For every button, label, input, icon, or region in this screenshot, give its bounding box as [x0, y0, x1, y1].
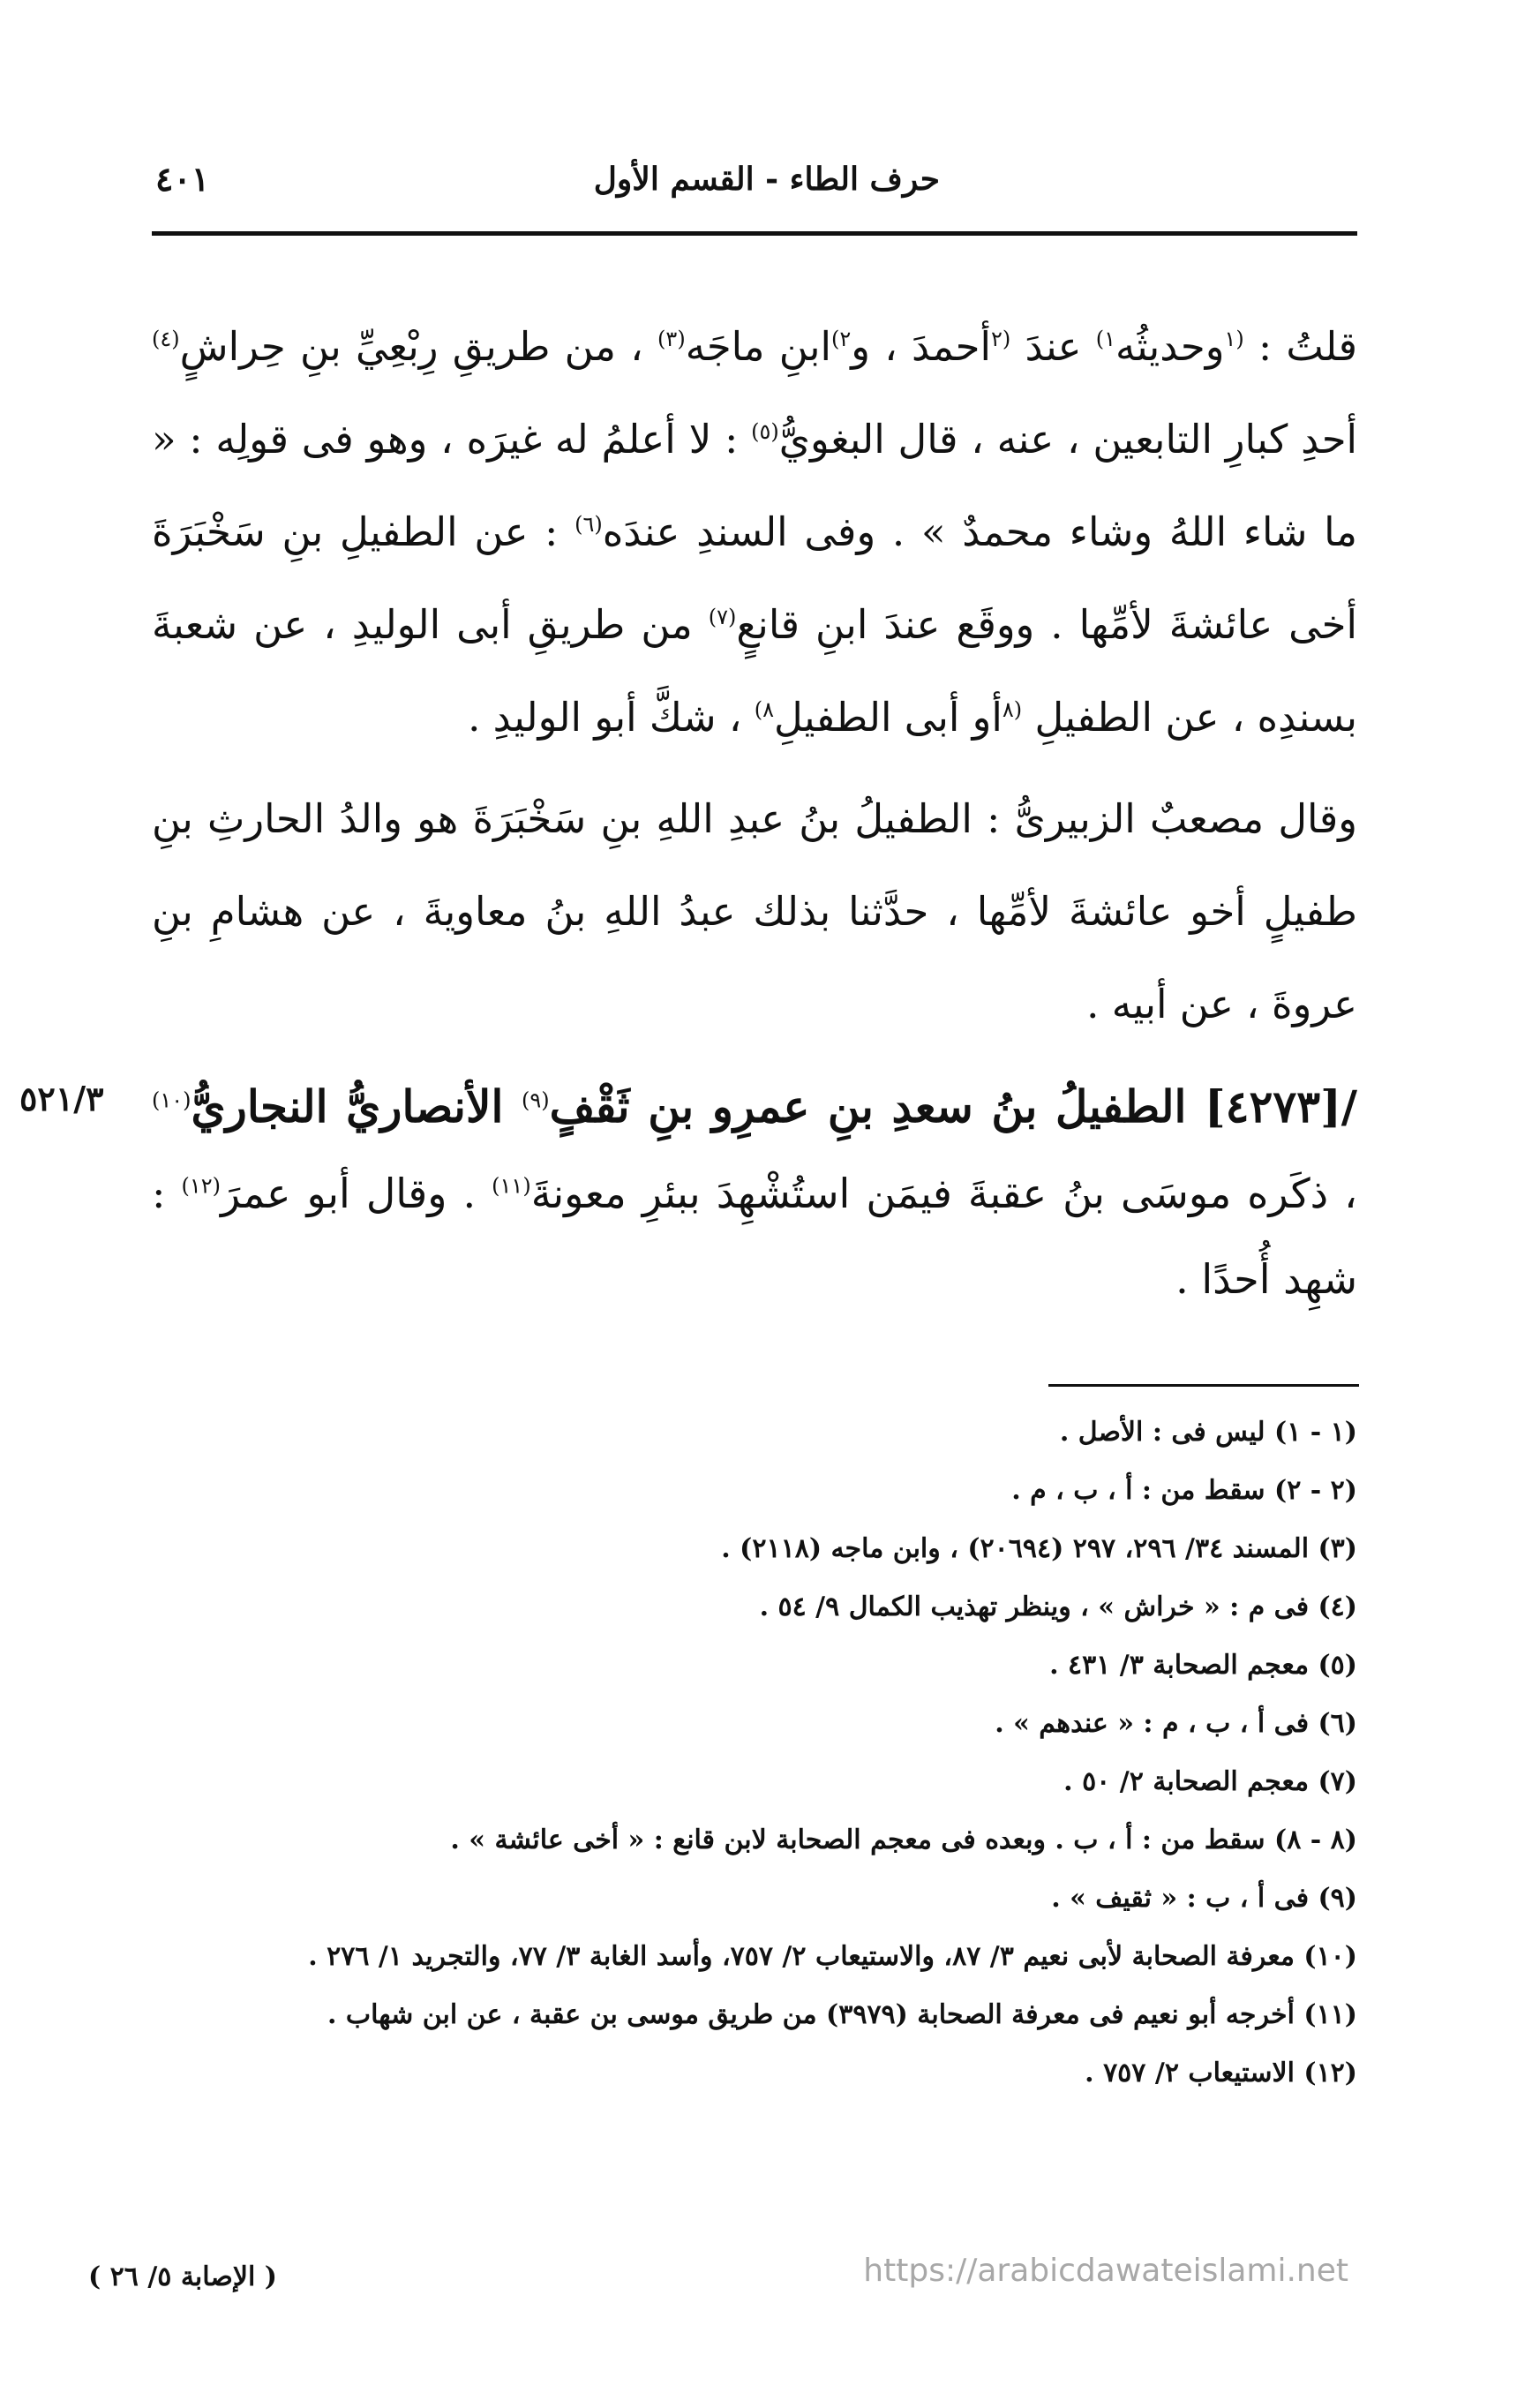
footnote: (٤) فى م : « خراش » ، وينظر تهذيب الكمال ٩/ ٥٤ .: [759, 1592, 1357, 1622]
footnote-marker: (٨: [1002, 697, 1023, 722]
footnote-marker: ٨): [754, 697, 774, 722]
footnote: (٢ - ٢) سقط من : أ ، ب ، م .: [1011, 1475, 1357, 1506]
text-run: أحمدَ ، و: [851, 323, 991, 370]
footnote-marker: (٢: [990, 327, 1011, 351]
margin-reference: ٥٢١/٣: [19, 1079, 104, 1118]
footnote: (٩) فى أ ، ب : « ثقيف » .: [1051, 1883, 1357, 1914]
text-run: ، من طريقِ رِبْعِيِّ بنِ حِراشٍ: [179, 323, 658, 370]
footnote-marker: ٢): [830, 327, 852, 351]
footnote-marker: (١١): [492, 1173, 531, 1199]
text-run: من طريقِ أبى الوليدِ ، عن شعبةَ بسندِه ، عن الطفيلِ: [152, 601, 1357, 741]
footnote: (١١) أخرجه أبو نعيم فى معرفة الصحابة (٣٩٧٩) من طريق موسى بن عقبة ، عن ابن شهاب .: [327, 1999, 1357, 2030]
text-run: عندَ: [1010, 323, 1096, 370]
paragraph-2: وقال مصعبٌ الزبيرىُّ : الطفيلُ بنُ عبدِ اللهِ بنِ سَخْبَرَةَ هو والدُ الحارثِ بنِ طفيلٍ أخو عائشةَ لأمِّها ، حدَّثنا بذلك عبدُ اللهِ بنُ معاويةَ ، عن هشامِ بنِ عروةَ ، عن أبيه .: [152, 795, 1357, 1027]
footnotes: [152, 1403, 1357, 2103]
bottom-signature: ( الإصابة ٥/ ٢٦ ): [88, 2261, 277, 2292]
footnote: (٥) معجم الصحابة ٣/ ٤٣١ .: [1049, 1650, 1357, 1681]
footnote-marker: ١): [1095, 327, 1116, 351]
footnote: (٦) فى أ ، ب ، م : « عندهم » .: [995, 1708, 1357, 1739]
footnote-marker: (٦): [574, 512, 603, 537]
footnote-marker: (٩): [521, 1087, 550, 1113]
text-run: ابنِ ماجَه: [685, 323, 831, 370]
header-title: حرف الطاء - القسم الأول: [593, 161, 940, 198]
page-number: ٤٠١: [155, 159, 210, 199]
text-run: وحديثُه: [1115, 323, 1225, 370]
footnote-marker: (٣): [657, 327, 686, 351]
footnote-marker: (١: [1224, 327, 1244, 351]
text-run: أحدِ كبارِ التابعين ، عنه ، قال البغويُّ: [778, 416, 1358, 463]
running-header: [150, 150, 1359, 217]
footnote-marker: (٥): [751, 419, 779, 444]
watermark-url: https://arabicdawateislami.net: [863, 2253, 1348, 2289]
text-run: ، شكَّ أبو الوليدِ .: [468, 694, 755, 741]
footnote: (١ - ١) ليس فى : الأصل .: [1059, 1417, 1357, 1448]
text-run: . وقال أبو عمرَ: [221, 1170, 492, 1217]
text-run: : لا أعلمُ له غيرَه ، وهو فى قولِه : « ما شاء اللهُ وشاء محمدٌ » . وفى السندِ عندَه: [152, 416, 1357, 555]
text-run: قلتُ :: [1243, 323, 1357, 370]
text-run: أو أبى الطفيلِ: [773, 694, 1003, 741]
footnote-marker: (٤): [152, 327, 180, 351]
text-run: : عن الطفيلِ بنِ سَخْبَرَةَ أخى عائشةَ لأمِّها . ووقَع عندَ ابنِ قانعٍ: [152, 508, 1357, 648]
entry-heading-nisba: الأنصاريُّ النجاريُّ: [191, 1080, 522, 1133]
footnote: (٣) المسند ٣٤/ ٢٩٦، ٢٩٧ (٢٠٦٩٤) ، وابن ماجه (٢١١٨) .: [721, 1533, 1357, 1564]
footnote: (٧) معجم الصحابة ٢/ ٥٠ .: [1063, 1766, 1357, 1797]
footnote-rule: [1048, 1384, 1359, 1387]
footnote: (١٠) معرفة الصحابة لأبى نعيم ٣/ ٨٧، والاستيعاب ٢/ ٧٥٧، وأسد الغابة ٣/ ٧٧، والتجريد ١/ ٢٧٦ .: [308, 1941, 1357, 1972]
entry-heading: /[٤٢٧٣] الطفيلُ بنُ سعدِ بنِ عمرِو بنِ ثَقْفٍ: [549, 1080, 1357, 1133]
footnote: (٨ - ٨) سقط من : أ ، ب . وبعده فى معجم الصحابة لابن قانع : « أخى عائشة » .: [450, 1825, 1357, 1855]
footnote-marker: (٧): [708, 605, 737, 629]
footnote-marker: (١٢): [181, 1173, 222, 1199]
main-text: [152, 300, 1357, 1050]
header-rule: [152, 231, 1357, 236]
text-run: : شهِد أُحدًا .: [152, 1170, 1357, 1303]
text-run: ، ذكَره موسَى بنُ عقبةَ فيمَن استُشْهِدَ ببئرِ معونةَ: [530, 1170, 1357, 1217]
footnote-marker: (١٠): [152, 1087, 192, 1113]
footnote: (١٢) الاستيعاب ٢/ ٧٥٧ .: [1085, 2058, 1357, 2088]
biography-entry: [152, 1064, 1357, 1322]
paragraph-1: [152, 300, 1357, 764]
